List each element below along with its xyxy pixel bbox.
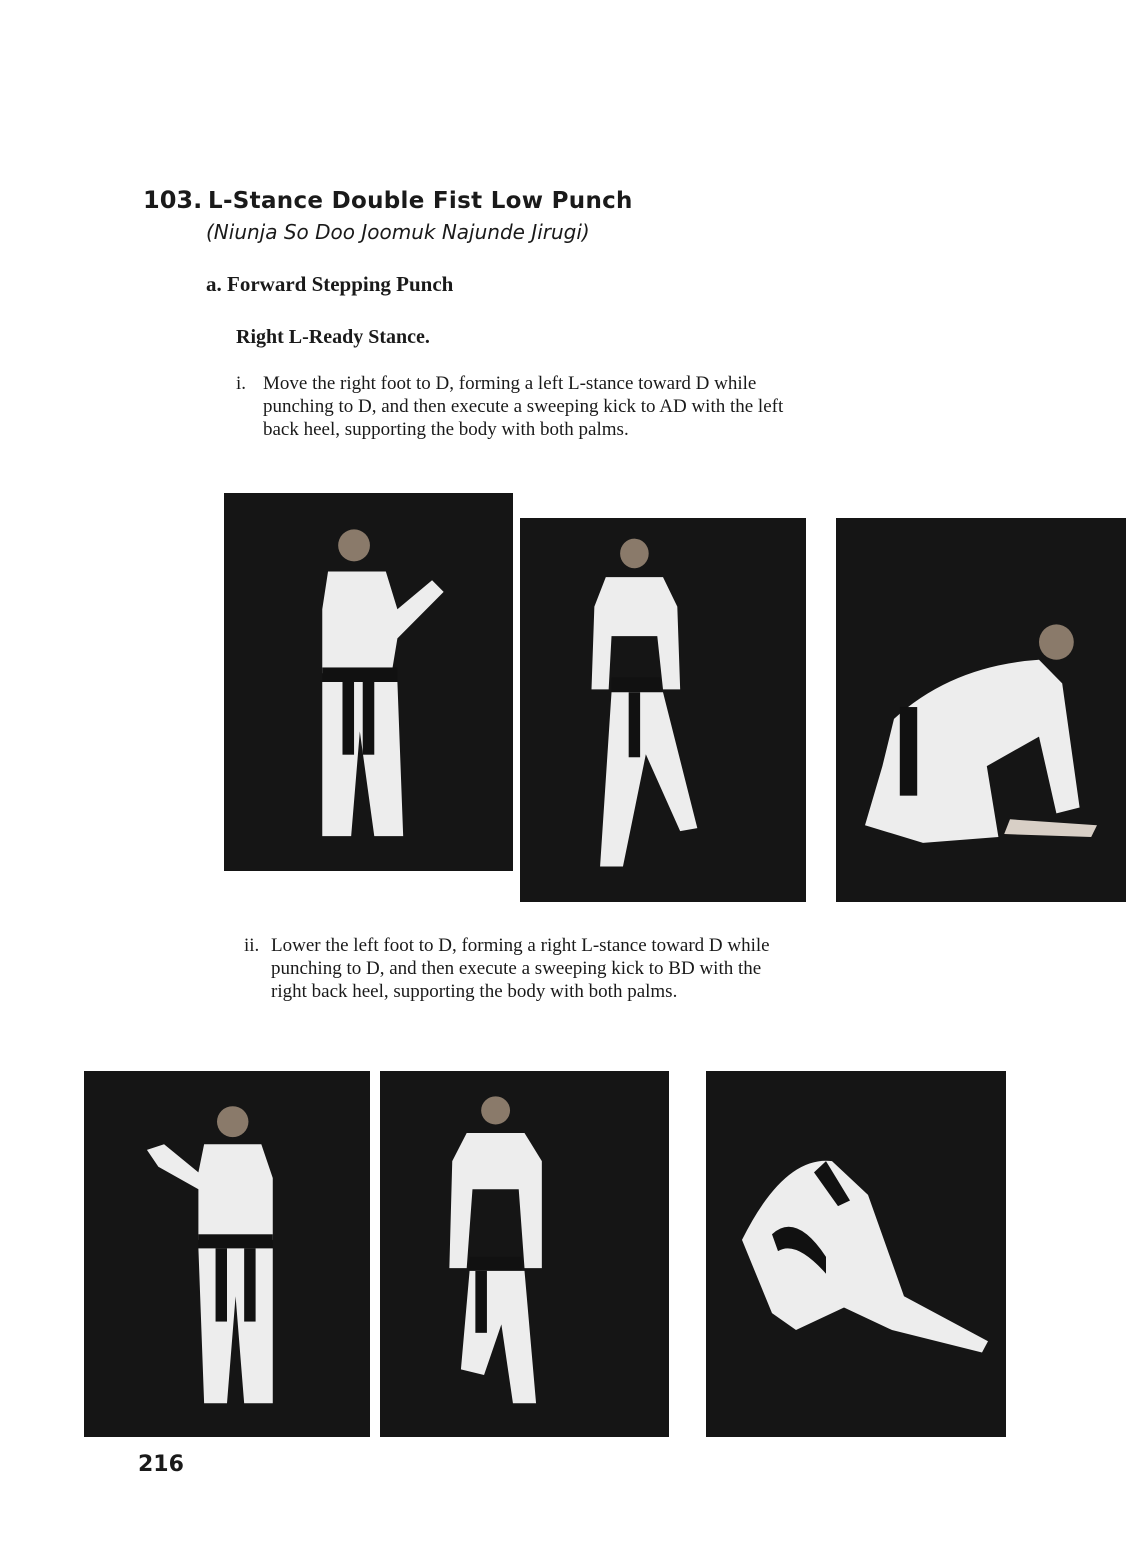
step-marker: i. xyxy=(236,373,247,394)
step-i xyxy=(236,372,996,452)
photo-step-i-3 xyxy=(836,518,1126,902)
step-line: right back heel, supporting the body with both palms. xyxy=(271,981,678,1002)
step-ii xyxy=(244,934,1004,1014)
section-title: L-Stance Double Fist Low Punch xyxy=(208,188,633,214)
step-line: punching to D, and then execute a sweeping kick to AD with the left xyxy=(263,396,784,417)
section-number: 103. xyxy=(143,186,203,214)
photo-step-ii-2 xyxy=(380,1071,669,1437)
photo-step-i-2 xyxy=(520,518,806,902)
step-line: Lower the left foot to D, forming a right L-stance toward D while xyxy=(271,935,770,956)
stance-label: Right L-Ready Stance. xyxy=(236,326,430,348)
step-marker: ii. xyxy=(244,935,260,956)
subsection-heading: a. Forward Stepping Punch xyxy=(206,272,454,296)
step-line: back heel, supporting the body with both palms. xyxy=(263,419,629,440)
photo-step-i-1 xyxy=(224,493,513,871)
photo-step-ii-3 xyxy=(706,1071,1006,1437)
photo-step-ii-1 xyxy=(84,1071,370,1437)
page-number: 216 xyxy=(138,1452,184,1477)
section-subtitle: (Niunja So Doo Joomuk Najunde Jirugi) xyxy=(206,220,590,244)
step-line: punching to D, and then execute a sweeping kick to BD with the xyxy=(271,958,762,979)
step-line: Move the right foot to D, forming a left L-stance toward D while xyxy=(263,373,757,394)
